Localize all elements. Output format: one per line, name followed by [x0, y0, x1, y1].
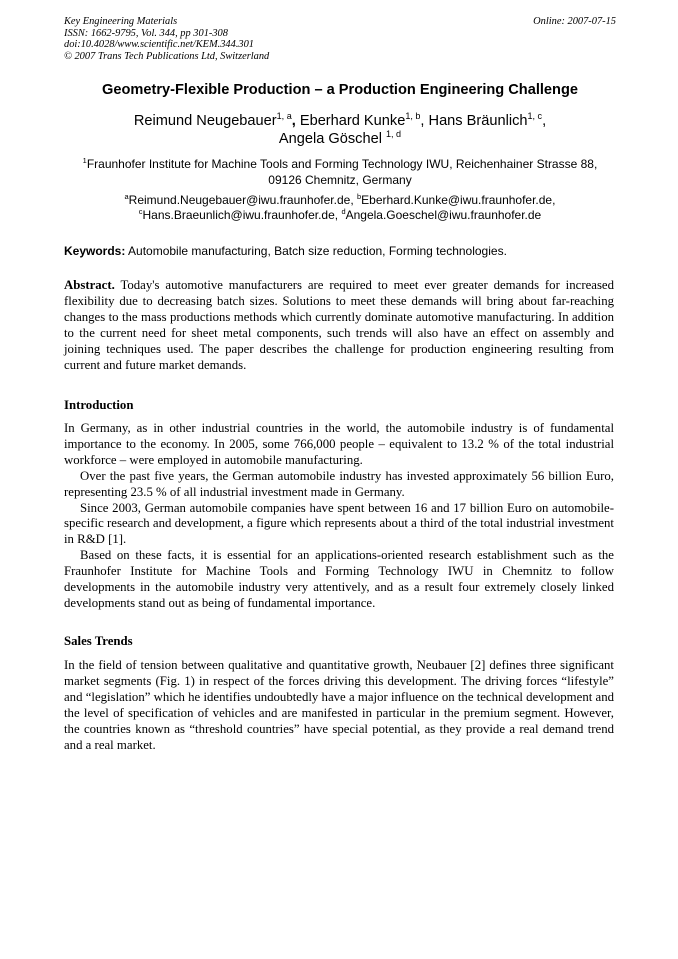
email-sep: , — [334, 208, 342, 222]
doi-line: doi:10.4028/www.scientific.net/KEM.344.301 — [64, 39, 254, 51]
paragraph: Since 2003, German automobile companies have spent between 16 and 17 billion Euro on automobile-specific research and development, a figure which represents about a third of the total industrial investment in R&D [1]. — [64, 500, 614, 547]
journal-header — [64, 16, 616, 62]
affiliation-line-2: 09126 Chemnitz, Germany — [268, 173, 412, 187]
author-name: Angela Göschel — [278, 130, 386, 147]
author-name: Reimund Neugebauer — [133, 113, 277, 129]
email-sup: b — [357, 192, 362, 201]
affiliation-line-1: Fraunhofer Institute for Machine Tools and Forming Technology IWU, Reichenhainer Strasse 88, — [86, 157, 598, 171]
email-sup: c — [138, 207, 143, 216]
email-address: Hans.Braeunlich@iwu.fraunhofer.de — [142, 208, 335, 222]
paragraph: Over the past five years, the German automobile industry has invested approximately 56 billion Euro, representing 23.5 % of all industrial investment made in Germany. — [64, 468, 614, 499]
author-sup: 1, b — [405, 111, 421, 122]
email-address: Reimund.Neugebauer@iwu.fraunhofer.de — [128, 193, 351, 207]
author-sup: 1, c — [527, 111, 543, 122]
paragraph: In Germany, as in other industrial countries in the world, the automobile industry is of fundamental importance to the economy. In 2005, some 766,000 people – equivalent to 13.2 % of the total industrial workforce – were employed in automobile manufacturing. — [64, 421, 614, 467]
online-date: Online: 2007-07-15 — [533, 16, 616, 27]
email-sup: a — [124, 192, 129, 201]
author-name: Hans Bräunlich — [428, 113, 528, 129]
author-list — [64, 113, 616, 148]
author-line-2 — [64, 128, 616, 149]
email-sup: d — [341, 207, 346, 216]
journal-name: Key Engineering Materials — [64, 16, 178, 27]
introduction-body — [64, 421, 614, 612]
paragraph: In the field of tension between qualitative and quantitative growth, Neubauer [2] defines three significant market segments (Fig. 1) in respect of the forces driving this development. The driving forces “lifestyle” and “legislation” which he identifies undoubtedly have a major influence on the technical development and the level of specification of vehicles and are manifested in particular in the premium segment. However, the countries known as “threshold countries” have special potential, as they provide a real demand trend and a real market. — [64, 658, 614, 752]
keywords-label: Keywords: — [64, 244, 126, 258]
author-sep: , — [542, 113, 547, 129]
email-address: Eberhard.Kunke@iwu.fraunhofer.de — [361, 193, 553, 207]
email-sep: , — [552, 193, 556, 207]
email-sep: , — [350, 193, 357, 207]
email-list — [60, 193, 620, 223]
author-sup: 1, a — [276, 111, 292, 122]
email-address: Angela.Goeschel@iwu.fraunhofer.de — [345, 208, 542, 222]
keywords-text: Automobile manufacturing, Batch size reduction, Forming technologies. — [125, 244, 507, 258]
affiliation — [60, 156, 620, 188]
issn-line: ISSN: 1662-9795, Vol. 344, pp 301-308 — [64, 27, 228, 39]
sales-trends-body — [64, 658, 614, 753]
affiliation-sup: 1 — [82, 156, 87, 165]
author-sup: 1, d — [386, 128, 402, 139]
author-line-1 — [64, 113, 616, 131]
section-heading-sales-trends: Sales Trends — [64, 634, 133, 648]
paragraph: Based on these facts, it is essential for an applications-oriented research establishment such as the Fraunhofer Institute for Machine Tools and Forming Technology IWU in Chemnitz to follow developments in the automobile industry very attentively, and as a result four extremely closely linked developments stand out as being of fundamental importance. — [64, 548, 614, 610]
section-heading-introduction: Introduction — [64, 398, 134, 412]
abstract — [64, 278, 614, 373]
copyright-line: © 2007 Trans Tech Publications Ltd, Switzerland — [64, 50, 270, 62]
author-name: Eberhard Kunke — [299, 113, 406, 129]
keywords — [64, 244, 624, 258]
paper-title: Geometry-Flexible Production – a Production Engineering Challenge — [102, 82, 578, 98]
abstract-label: Abstract. — [64, 278, 115, 292]
abstract-text: Today's automotive manufacturers are required to meet ever greater demands for increased flexibility due to decreasing batch sizes. Solutions to meet these demands will bring about far-reaching changes to the mass productions methods which currently dominate automotive manufacturing. In addition to the current need for sheet metal components, such trends will also have an effect on assembly and joining techniques used. The paper describes the challenge for production engineering resulting from current and future market demands. — [64, 278, 614, 372]
author-sep: , — [420, 113, 429, 129]
author-sep: , — [291, 113, 300, 129]
